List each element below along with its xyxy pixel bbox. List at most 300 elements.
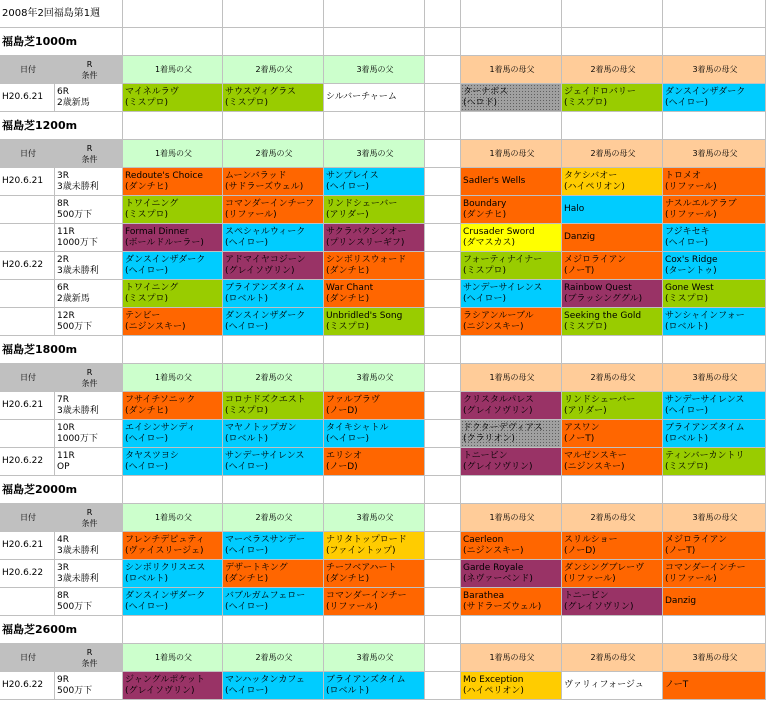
- dam-sire-cell-3[interactable]: [663, 560, 766, 588]
- sire-cell-1[interactable]: [123, 672, 223, 700]
- sire-cell-2[interactable]: [223, 392, 324, 420]
- horse-name: タケシバオー: [564, 170, 618, 181]
- dam-sire-cell-1[interactable]: [461, 420, 562, 448]
- horse-name: メジロライアン: [564, 254, 627, 265]
- horse-name: メジロライアン: [665, 534, 728, 545]
- header-race[interactable]: [55, 140, 123, 168]
- dam-sire-cell-1[interactable]: [461, 588, 562, 616]
- sire-cell-2[interactable]: [223, 448, 324, 476]
- sire-cell-2[interactable]: [223, 532, 324, 560]
- sire-line: (グレイソヴリン): [125, 685, 195, 696]
- empty-cell[interactable]: [223, 336, 324, 364]
- sire-line: (ノーT): [564, 433, 595, 444]
- empty-cell[interactable]: [425, 112, 461, 140]
- sire-cell-1[interactable]: [123, 588, 223, 616]
- header-dam2[interactable]: [562, 504, 663, 532]
- sire-line: (ヘイロー): [326, 181, 370, 192]
- race-date[interactable]: [0, 196, 55, 224]
- dam-sire-cell-1[interactable]: [461, 560, 562, 588]
- empty-cell[interactable]: [425, 28, 461, 56]
- empty-cell[interactable]: [663, 0, 766, 28]
- dam-sire-cell-1[interactable]: [461, 532, 562, 560]
- header-sire1[interactable]: [123, 140, 223, 168]
- header-dam1[interactable]: [461, 140, 562, 168]
- race-condition: 2歳新馬: [57, 97, 90, 108]
- horse-name: サンプレイス: [326, 170, 379, 181]
- dam-sire-cell-3[interactable]: [663, 84, 766, 112]
- header-race[interactable]: [55, 644, 123, 672]
- empty-cell[interactable]: [425, 364, 461, 392]
- race-date[interactable]: [0, 84, 55, 112]
- sire-cell-2[interactable]: [223, 420, 324, 448]
- sire-cell-3[interactable]: [324, 560, 425, 588]
- sire-cell-1[interactable]: [123, 84, 223, 112]
- section-title[interactable]: [0, 476, 123, 504]
- empty-cell[interactable]: [223, 616, 324, 644]
- race-info[interactable]: [55, 252, 123, 280]
- horse-name: ダンスインザダーク: [125, 590, 206, 601]
- empty-cell[interactable]: [425, 476, 461, 504]
- header-race-top: R: [86, 647, 93, 657]
- empty-cell[interactable]: [324, 28, 425, 56]
- dam-sire-cell-3[interactable]: [663, 532, 766, 560]
- dam-sire-cell-2[interactable]: [562, 196, 663, 224]
- empty-cell[interactable]: [425, 672, 461, 700]
- sire-line: (ヘイロー): [225, 461, 269, 472]
- sire-cell-3[interactable]: [324, 224, 425, 252]
- empty-cell[interactable]: [663, 476, 766, 504]
- race-info[interactable]: [55, 560, 123, 588]
- header-race[interactable]: [55, 364, 123, 392]
- dam-sire-cell-1[interactable]: [461, 308, 562, 336]
- empty-cell[interactable]: [123, 476, 223, 504]
- empty-cell[interactable]: [425, 420, 461, 448]
- race-condition: 1000万下: [57, 433, 98, 444]
- race-date[interactable]: [0, 672, 55, 700]
- sire-line: (ファイントップ): [326, 545, 396, 556]
- dam-sire-cell-1[interactable]: [461, 196, 562, 224]
- empty-cell[interactable]: [461, 616, 562, 644]
- empty-cell[interactable]: [562, 336, 663, 364]
- header-sire3-label: 3着馬の父: [356, 149, 394, 158]
- sire-line: (ミスプロ): [125, 97, 169, 108]
- header-sire3[interactable]: [324, 504, 425, 532]
- race-condition: 500万下: [57, 685, 93, 696]
- race-info[interactable]: [55, 196, 123, 224]
- empty-cell[interactable]: [425, 168, 461, 196]
- header-dam2[interactable]: [562, 140, 663, 168]
- dam-sire-cell-3[interactable]: [663, 392, 766, 420]
- sire-cell-3[interactable]: [324, 672, 425, 700]
- sire-line: (ダマスカス): [463, 237, 516, 248]
- dam-sire-cell-2[interactable]: [562, 392, 663, 420]
- sire-cell-2[interactable]: [223, 588, 324, 616]
- sire-line: (グレイソヴリン): [463, 405, 533, 416]
- horse-name: コマンダーインチー: [326, 590, 407, 601]
- dam-sire-cell-2[interactable]: [562, 84, 663, 112]
- dam-sire-cell-2[interactable]: [562, 168, 663, 196]
- header-dam2[interactable]: [562, 56, 663, 84]
- horse-name: Gone West: [665, 282, 714, 293]
- sire-line: (ロベルト): [326, 685, 370, 696]
- race-info[interactable]: [55, 392, 123, 420]
- dam-sire-cell-3[interactable]: [663, 168, 766, 196]
- empty-cell[interactable]: [425, 84, 461, 112]
- empty-cell[interactable]: [324, 336, 425, 364]
- header-sire2[interactable]: [223, 56, 324, 84]
- header-race-bottom: 条件: [81, 658, 98, 668]
- dam-sire-cell-3[interactable]: [663, 196, 766, 224]
- dam-sire-cell-1[interactable]: [461, 168, 562, 196]
- race-date[interactable]: [0, 448, 55, 476]
- header-sire2[interactable]: [223, 504, 324, 532]
- sire-line: (ダンチヒ): [326, 573, 370, 584]
- header-sire1[interactable]: [123, 56, 223, 84]
- header-race[interactable]: [55, 56, 123, 84]
- horse-name: Garde Royale: [463, 562, 524, 573]
- sire-line: (ヘイロー): [665, 97, 709, 108]
- sire-line: (ニジンスキー): [564, 461, 625, 472]
- sire-cell-2[interactable]: [223, 560, 324, 588]
- sire-cell-3[interactable]: [324, 392, 425, 420]
- header-sire2[interactable]: [223, 140, 324, 168]
- race-date-text: H20.6.21: [2, 540, 44, 550]
- sire-cell-2[interactable]: [223, 672, 324, 700]
- race-condition: 3歳未勝利: [57, 545, 99, 556]
- empty-cell[interactable]: [123, 0, 223, 28]
- empty-cell[interactable]: [663, 336, 766, 364]
- sire-cell-1[interactable]: [123, 252, 223, 280]
- sire-cell-1[interactable]: [123, 532, 223, 560]
- section-title[interactable]: [0, 616, 123, 644]
- section-title[interactable]: [0, 28, 123, 56]
- header-sire3[interactable]: [324, 644, 425, 672]
- sire-line: (ボールドルーラー): [125, 237, 204, 248]
- empty-cell[interactable]: [562, 0, 663, 28]
- horse-name: リンドシェーバー: [564, 394, 636, 405]
- sire-cell-2[interactable]: [223, 168, 324, 196]
- sire-cell-3[interactable]: [324, 532, 425, 560]
- header-sire2-label: 2着馬の父: [255, 373, 293, 382]
- dam-sire-cell-3[interactable]: [663, 252, 766, 280]
- sire-line: (ハイペリオン): [463, 685, 524, 696]
- empty-cell[interactable]: [663, 28, 766, 56]
- empty-cell[interactable]: [425, 504, 461, 532]
- empty-cell[interactable]: [223, 28, 324, 56]
- horse-name: Redoute's Choice: [125, 170, 203, 181]
- race-date[interactable]: [0, 252, 55, 280]
- sire-cell-1[interactable]: [123, 280, 223, 308]
- empty-cell[interactable]: [425, 392, 461, 420]
- sire-cell-3[interactable]: [324, 448, 425, 476]
- dam-sire-cell-2[interactable]: [562, 224, 663, 252]
- race-date-text: H20.6.21: [2, 92, 44, 102]
- dam-sire-cell-2[interactable]: [562, 532, 663, 560]
- sire-line: (サドラーズウェル): [463, 601, 542, 612]
- empty-cell[interactable]: [123, 112, 223, 140]
- race-date[interactable]: [0, 560, 55, 588]
- header-sire1[interactable]: [123, 364, 223, 392]
- sire-cell-3[interactable]: [324, 252, 425, 280]
- empty-cell[interactable]: [562, 28, 663, 56]
- sire-cell-2[interactable]: [223, 280, 324, 308]
- sire-cell-1[interactable]: [123, 168, 223, 196]
- horse-name: War Chant: [326, 282, 374, 293]
- header-race-top: R: [86, 507, 93, 517]
- race-date[interactable]: [0, 308, 55, 336]
- empty-cell[interactable]: [425, 560, 461, 588]
- empty-cell[interactable]: [461, 336, 562, 364]
- race-date[interactable]: [0, 280, 55, 308]
- sire-cell-1[interactable]: [123, 224, 223, 252]
- race-info[interactable]: [55, 448, 123, 476]
- sire-line: (リファール): [665, 181, 717, 192]
- header-dam3[interactable]: [663, 56, 766, 84]
- header-dam3[interactable]: [663, 644, 766, 672]
- race-info[interactable]: [55, 532, 123, 560]
- horse-name: リンドシェーバー: [326, 198, 398, 209]
- section-title[interactable]: [0, 336, 123, 364]
- header-sire2-label: 2着馬の父: [255, 513, 293, 522]
- horse-name: フォーティナイナー: [463, 254, 543, 265]
- header-dam1[interactable]: [461, 644, 562, 672]
- empty-cell[interactable]: [425, 224, 461, 252]
- header-sire1[interactable]: [123, 504, 223, 532]
- race-info[interactable]: [55, 224, 123, 252]
- empty-cell[interactable]: [562, 112, 663, 140]
- sire-line: (ヘイロー): [125, 265, 169, 276]
- race-condition: 1000万下: [57, 237, 98, 248]
- empty-cell[interactable]: [425, 140, 461, 168]
- sire-cell-1[interactable]: [123, 420, 223, 448]
- dam-sire-cell-1[interactable]: [461, 392, 562, 420]
- header-sire2[interactable]: [223, 364, 324, 392]
- empty-cell[interactable]: [425, 196, 461, 224]
- empty-cell[interactable]: [425, 280, 461, 308]
- horse-name: サウスヴィグラス: [225, 86, 296, 97]
- empty-cell[interactable]: [425, 448, 461, 476]
- race-date[interactable]: [0, 168, 55, 196]
- race-condition: 500万下: [57, 321, 93, 332]
- sire-cell-3[interactable]: [324, 84, 425, 112]
- race-info[interactable]: [55, 168, 123, 196]
- empty-cell[interactable]: [223, 112, 324, 140]
- dam-sire-cell-3[interactable]: [663, 672, 766, 700]
- sire-cell-1[interactable]: [123, 196, 223, 224]
- dam-sire-cell-1[interactable]: [461, 448, 562, 476]
- empty-cell[interactable]: [324, 616, 425, 644]
- sire-cell-2[interactable]: [223, 252, 324, 280]
- header-date[interactable]: [0, 504, 55, 532]
- sire-line: (リファール): [225, 209, 277, 220]
- empty-cell[interactable]: [425, 644, 461, 672]
- header-sire3[interactable]: [324, 364, 425, 392]
- dam-sire-cell-3[interactable]: [663, 308, 766, 336]
- horse-name: ナリタトップロード: [326, 534, 407, 545]
- race-condition: 3歳未勝利: [57, 405, 99, 416]
- page-title[interactable]: [0, 0, 123, 28]
- sire-cell-2[interactable]: [223, 224, 324, 252]
- dam-sire-cell-1[interactable]: [461, 224, 562, 252]
- empty-cell[interactable]: [461, 0, 562, 28]
- dam-sire-cell-1[interactable]: [461, 84, 562, 112]
- sire-line: (ノーD): [564, 545, 596, 556]
- header-sire3-label: 3着馬の父: [356, 373, 394, 382]
- empty-cell[interactable]: [223, 476, 324, 504]
- empty-cell[interactable]: [425, 0, 461, 28]
- header-dam1-label: 1着馬の母父: [489, 373, 535, 382]
- dam-sire-cell-2[interactable]: [562, 672, 663, 700]
- dam-sire-cell-1[interactable]: [461, 252, 562, 280]
- sire-line: (ハイペリオン): [564, 181, 625, 192]
- dam-sire-cell-1[interactable]: [461, 280, 562, 308]
- race-number: 6R: [57, 86, 69, 97]
- race-number: 2R: [57, 254, 69, 265]
- empty-cell[interactable]: [425, 252, 461, 280]
- sire-line: (ミスプロ): [564, 97, 608, 108]
- sire-cell-2[interactable]: [223, 308, 324, 336]
- header-dam2[interactable]: [562, 364, 663, 392]
- race-info[interactable]: [55, 84, 123, 112]
- empty-cell[interactable]: [425, 336, 461, 364]
- sire-cell-3[interactable]: [324, 280, 425, 308]
- sire-line: (ミスプロ): [225, 97, 269, 108]
- header-dam2-label: 2着馬の母父: [590, 65, 636, 74]
- header-sire2[interactable]: [223, 644, 324, 672]
- dam-sire-cell-3[interactable]: [663, 448, 766, 476]
- empty-cell[interactable]: [562, 616, 663, 644]
- dam-sire-cell-3[interactable]: [663, 280, 766, 308]
- horse-name: ヴァリィフォージュ: [564, 680, 644, 690]
- header-dam3[interactable]: [663, 504, 766, 532]
- header-dam1-label: 1着馬の母父: [489, 653, 535, 662]
- race-date-text: H20.6.22: [2, 568, 44, 578]
- sire-line: (ロベルト): [665, 321, 709, 332]
- horse-name: コマンダーインチー: [665, 562, 746, 573]
- race-number: 11R: [57, 226, 75, 237]
- header-dam3[interactable]: [663, 364, 766, 392]
- header-sire3[interactable]: [324, 56, 425, 84]
- empty-cell[interactable]: [324, 0, 425, 28]
- empty-cell[interactable]: [123, 616, 223, 644]
- header-date[interactable]: [0, 56, 55, 84]
- sire-cell-2[interactable]: [223, 84, 324, 112]
- horse-name: Caerleon: [463, 534, 504, 545]
- empty-cell[interactable]: [425, 56, 461, 84]
- dam-sire-cell-3[interactable]: [663, 420, 766, 448]
- sire-line: (グレイソヴリン): [225, 265, 295, 276]
- dam-sire-cell-3[interactable]: [663, 224, 766, 252]
- sire-cell-1[interactable]: [123, 392, 223, 420]
- race-info[interactable]: [55, 588, 123, 616]
- sire-line: (ヘイロー): [665, 405, 709, 416]
- horse-name: Boundary: [463, 198, 507, 209]
- empty-cell[interactable]: [461, 476, 562, 504]
- header-sire1-label: 1着馬の父: [154, 65, 193, 74]
- horse-name: マルゼンスキー: [564, 450, 627, 461]
- header-date[interactable]: [0, 644, 55, 672]
- race-date[interactable]: [0, 588, 55, 616]
- race-info[interactable]: [55, 420, 123, 448]
- sire-cell-3[interactable]: [324, 168, 425, 196]
- sire-cell-2[interactable]: [223, 196, 324, 224]
- horse-name: ムーンバラッド: [225, 170, 287, 181]
- empty-cell[interactable]: [663, 616, 766, 644]
- race-info[interactable]: [55, 672, 123, 700]
- header-dam1[interactable]: [461, 504, 562, 532]
- sire-cell-3[interactable]: [324, 308, 425, 336]
- dam-sire-cell-2[interactable]: [562, 448, 663, 476]
- empty-cell[interactable]: [123, 28, 223, 56]
- empty-cell[interactable]: [324, 112, 425, 140]
- header-race-top: R: [86, 143, 93, 153]
- sire-line: (ブラッシンググル): [564, 293, 643, 304]
- empty-cell[interactable]: [425, 588, 461, 616]
- empty-cell[interactable]: [425, 616, 461, 644]
- sire-cell-1[interactable]: [123, 560, 223, 588]
- sire-cell-3[interactable]: [324, 420, 425, 448]
- header-race[interactable]: [55, 504, 123, 532]
- sire-line: (プリンスリーギフ): [326, 237, 405, 248]
- header-dam2-label: 2着馬の母父: [590, 653, 636, 662]
- empty-cell[interactable]: [461, 28, 562, 56]
- section-title-text: 福島芝1200m: [2, 119, 78, 132]
- dam-sire-cell-1[interactable]: [461, 672, 562, 700]
- race-date[interactable]: [0, 420, 55, 448]
- header-date[interactable]: [0, 364, 55, 392]
- header-sire1[interactable]: [123, 644, 223, 672]
- header-dam2[interactable]: [562, 644, 663, 672]
- header-date[interactable]: [0, 140, 55, 168]
- sire-cell-3[interactable]: [324, 196, 425, 224]
- empty-cell[interactable]: [425, 308, 461, 336]
- empty-cell[interactable]: [324, 476, 425, 504]
- dam-sire-cell-2[interactable]: [562, 420, 663, 448]
- empty-cell[interactable]: [123, 336, 223, 364]
- sire-cell-1[interactable]: [123, 448, 223, 476]
- race-condition: 500万下: [57, 601, 93, 612]
- race-date[interactable]: [0, 532, 55, 560]
- empty-cell[interactable]: [562, 476, 663, 504]
- dam-sire-cell-2[interactable]: [562, 588, 663, 616]
- header-dam1[interactable]: [461, 364, 562, 392]
- race-number: 10R: [57, 422, 75, 433]
- race-info[interactable]: [55, 308, 123, 336]
- empty-cell[interactable]: [663, 112, 766, 140]
- dam-sire-cell-2[interactable]: [562, 308, 663, 336]
- empty-cell[interactable]: [461, 112, 562, 140]
- sire-line: (ヘイロー): [665, 237, 709, 248]
- race-date[interactable]: [0, 224, 55, 252]
- header-dam3[interactable]: [663, 140, 766, 168]
- race-info[interactable]: [55, 280, 123, 308]
- header-dam1[interactable]: [461, 56, 562, 84]
- sire-line: (グレイソヴリン): [564, 601, 634, 612]
- dam-sire-cell-2[interactable]: [562, 252, 663, 280]
- race-date[interactable]: [0, 392, 55, 420]
- horse-name: ダンシングブレーヴ: [564, 562, 645, 573]
- header-sire3[interactable]: [324, 140, 425, 168]
- sire-cell-3[interactable]: [324, 588, 425, 616]
- sire-line: (ミスプロ): [125, 293, 169, 304]
- empty-cell[interactable]: [425, 532, 461, 560]
- dam-sire-cell-3[interactable]: [663, 588, 766, 616]
- section-title[interactable]: [0, 112, 123, 140]
- dam-sire-cell-2[interactable]: [562, 560, 663, 588]
- empty-cell[interactable]: [223, 0, 324, 28]
- dam-sire-cell-2[interactable]: [562, 280, 663, 308]
- sire-cell-1[interactable]: [123, 308, 223, 336]
